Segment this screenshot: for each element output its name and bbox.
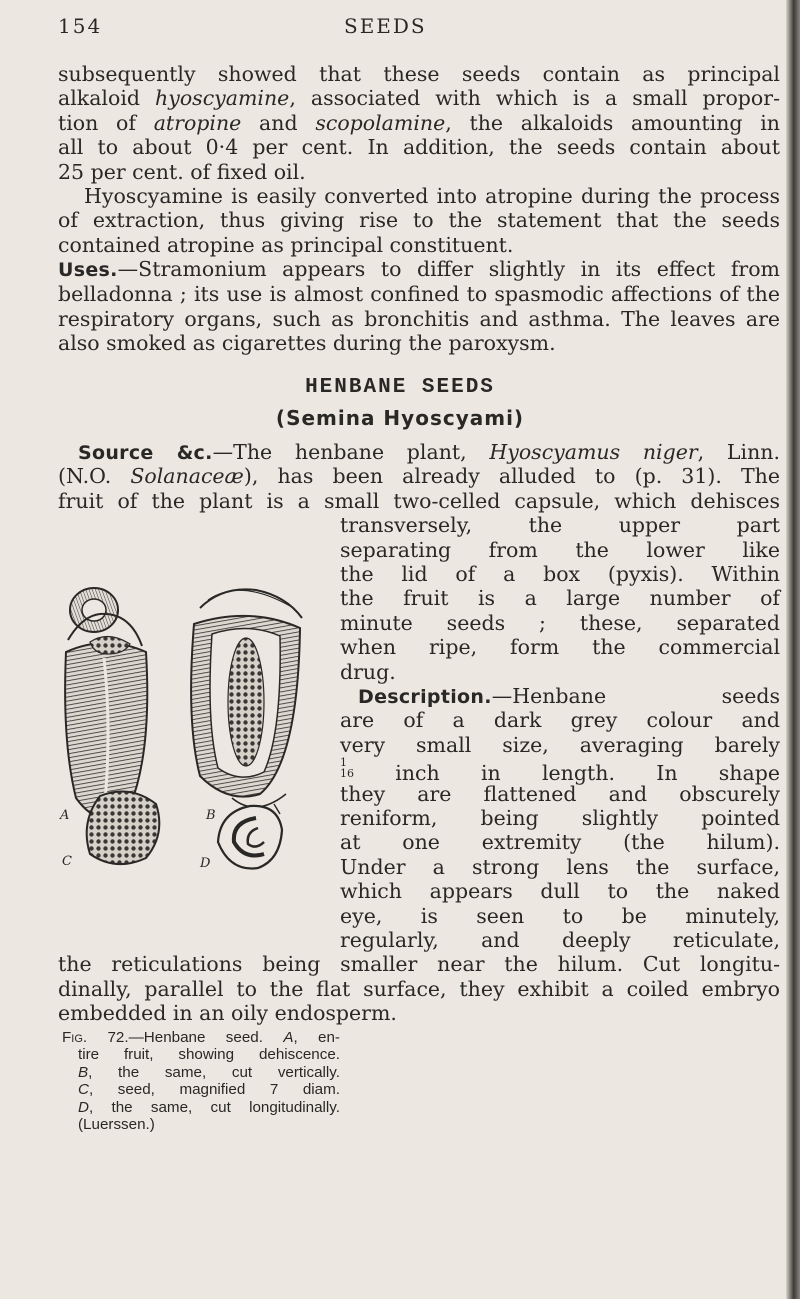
seed-longitudinal-drawing <box>218 806 282 869</box>
caption-line: Fig. 72.—Henbane seed. A, en- <box>62 1029 340 1046</box>
text-line: the lid of a box (pyxis). Within <box>340 562 780 586</box>
figure-label-a: A <box>60 808 70 823</box>
text-line: embedded in an oily endosperm. <box>58 1001 397 1026</box>
figure-label-b: B <box>206 808 216 823</box>
page-number: 154 <box>58 14 103 38</box>
text-line: they are flattened and obscurely <box>340 781 780 806</box>
text-line: dinally, parallel to the flat surface, they exhibit a coiled embryo <box>58 976 780 1001</box>
text-line: 1 16 inch in length. In shape <box>340 756 780 786</box>
text-line: transversely, the upper part <box>340 513 780 538</box>
running-title: SEEDS <box>344 14 427 38</box>
text-line: 25 per cent. of fixed oil. <box>58 159 306 184</box>
section-subtitle: (Semina Hyoscyami) <box>275 406 525 430</box>
heading-uses: Uses. <box>58 259 118 281</box>
caption-line: D, the same, cut longitudinally. <box>78 1098 340 1116</box>
seed-magnified-drawing <box>87 792 160 865</box>
term-scopolamine: scopolamine <box>315 110 446 135</box>
caption-line: B, the same, cut vertically. <box>78 1063 340 1081</box>
paragraph-conversion: Hyoscyamine is easily converted into atropine during the process of extraction, thus giving rise to the statement that the seeds contained atropine as principal constituent. <box>58 184 780 257</box>
text-line: alkaloid hyoscyamine, associated with which is a small propor- <box>58 86 780 111</box>
text-line: at one extremity (the hilum). <box>340 830 780 855</box>
figure-caption <box>62 1029 340 1134</box>
figure-illustration <box>60 572 336 872</box>
term-atropine: atropine <box>153 110 242 135</box>
caption-line: (Luerssen.) <box>78 1116 155 1134</box>
caption-line: C, seed, magnified 7 diam. <box>78 1081 340 1099</box>
text-line: Source &c.—The henbane plant, Hyoscyamus niger, Linn. <box>78 440 780 464</box>
term-hyoscyamine: hyoscyamine <box>155 86 290 111</box>
text-line: minute seeds ; these, separated <box>340 610 780 635</box>
page-edge-shadow <box>786 0 800 1299</box>
text-line: subsequently showed that these seeds contain as principal <box>58 62 780 86</box>
heading-description: Description. <box>358 686 492 708</box>
text-line: regularly, and deeply reticulate, <box>340 928 780 952</box>
family-name: Solanaceæ <box>130 464 244 489</box>
text-line: which appears dull to the naked <box>340 879 780 904</box>
text-line: separating from the lower like <box>340 537 780 562</box>
figure-henbane-seed <box>60 572 336 872</box>
section-title: HENBANE SEEDS <box>305 376 495 399</box>
text-line: tion of atropine and scopolamine, the alkaloids amounting in <box>58 110 780 135</box>
text-line: very small size, averaging barely <box>340 732 780 757</box>
running-head <box>58 14 758 44</box>
fruit-section-drawing <box>191 589 302 822</box>
caption-line: tire fruit, showing dehiscence. <box>78 1046 340 1064</box>
fruit-entire-drawing <box>65 588 147 818</box>
text-line: Description.—Henbane seeds <box>358 684 780 708</box>
text-line: are of a dark grey colour and <box>340 708 780 733</box>
species-name: Hyoscyamus niger <box>489 440 698 464</box>
text-line: all to about 0·4 per cent. In addition, the seeds contain about <box>58 135 780 160</box>
text-line: drug. <box>340 659 396 684</box>
text-line: fruit of the plant is a small two-celled capsule, which dehisces <box>58 488 780 513</box>
text-line: Under a strong lens the surface, <box>340 854 780 879</box>
text-line: eye, is seen to be minutely, <box>340 903 780 928</box>
paragraph-uses: Uses.—Stramonium appears to differ slightly in its effect from belladonna ; its use is almost confined to spasmodic affections of the respiratory organs, such as bronchitis and asthma. The leaves are also smoked as cigarettes during the paroxysm. <box>58 257 780 356</box>
text-line: the reticulations being smaller near the hilum. Cut longitu- <box>58 952 780 977</box>
heading-source: Source &c. <box>78 442 213 464</box>
text-line: (N.O. Solanaceæ), has been already alluded to (p. 31). The <box>58 464 780 489</box>
fraction-one-sixteenth: 1 16 <box>340 756 354 781</box>
text-line: the fruit is a large number of <box>340 586 780 611</box>
text-line: reniform, being slightly pointed <box>340 806 780 830</box>
figure-label-d: D <box>200 856 211 871</box>
text-line: when ripe, form the commercial <box>340 635 780 660</box>
figure-label-c: C <box>62 854 72 869</box>
